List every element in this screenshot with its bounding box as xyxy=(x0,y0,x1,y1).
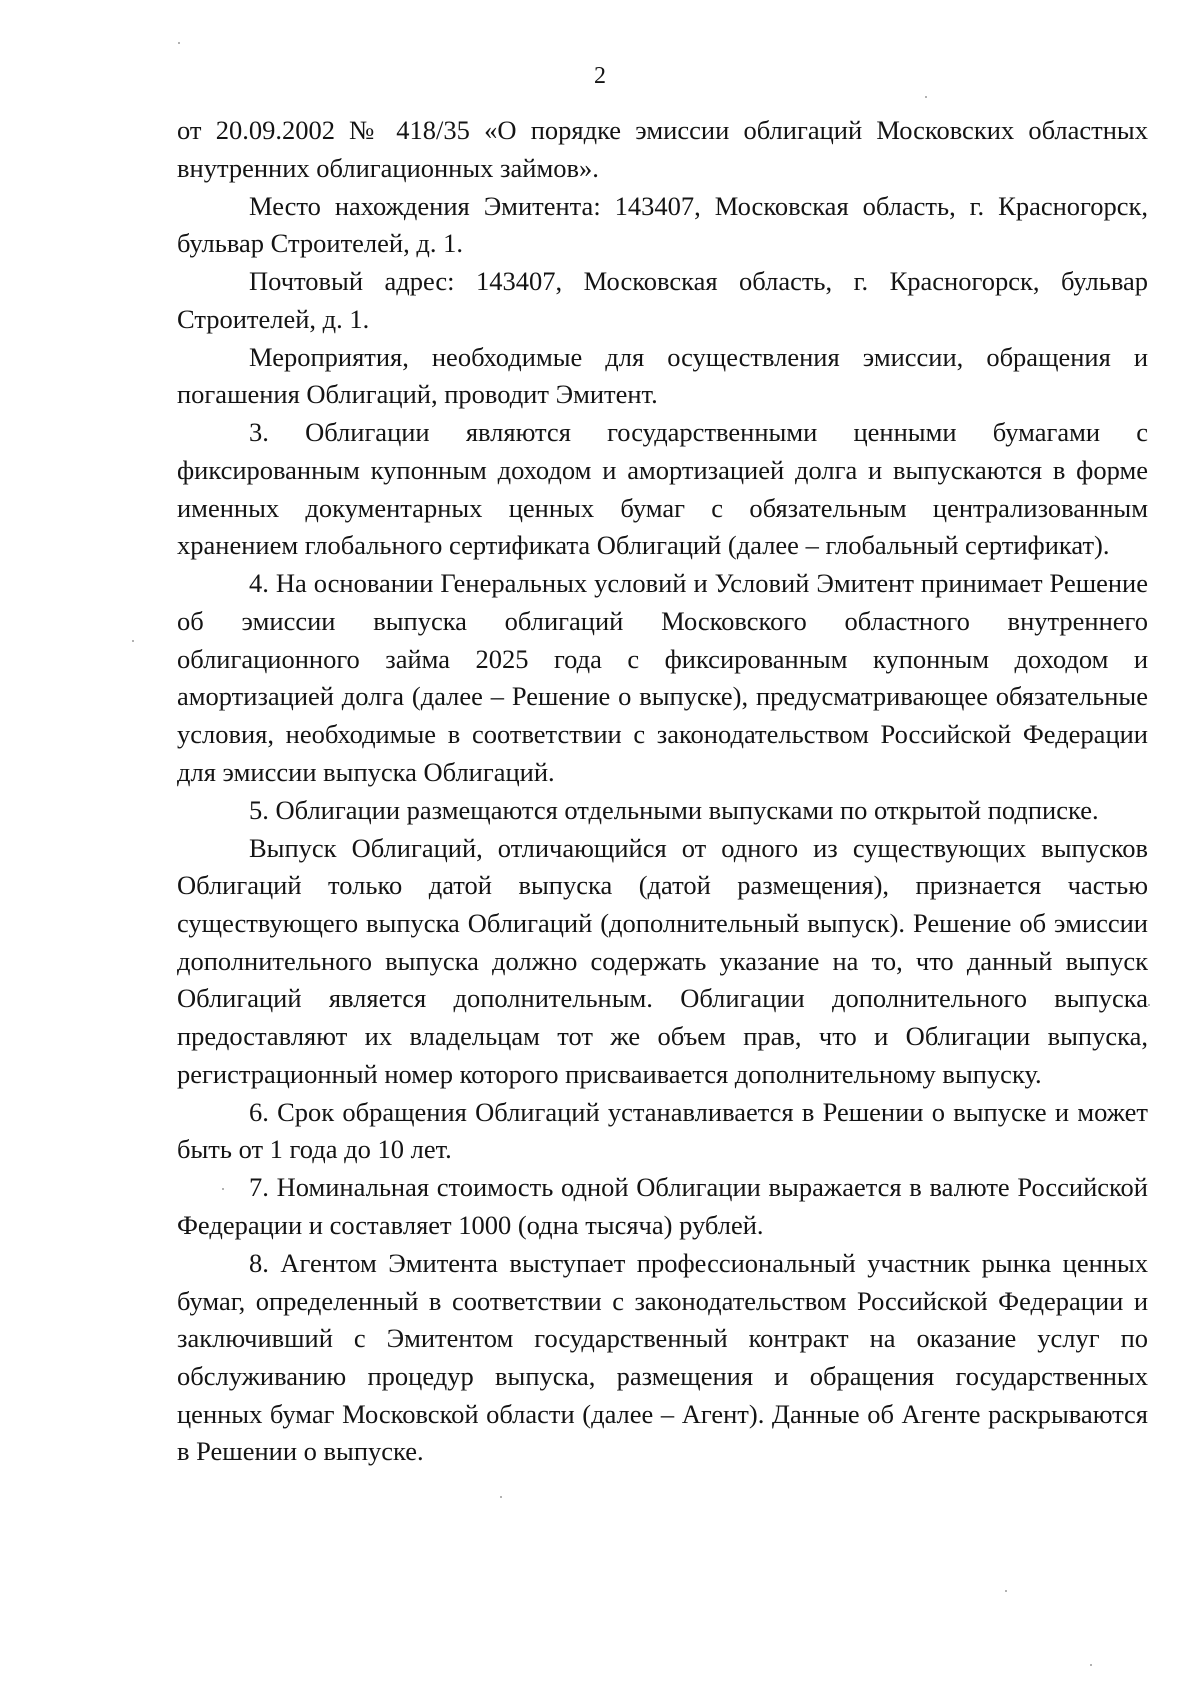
paragraph-item-5: 5. Облигации размещаются отдельными выпусками по открытой подписке. xyxy=(249,794,1099,825)
paragraph-continuation: от 20.09.2002 № 418/35 «О порядке эмиссии облигаций Московских областных внутренних облигационных займов». xyxy=(177,115,1148,183)
scan-speck xyxy=(500,1496,502,1498)
paragraph-item-7: 7. Номинальная стоимость одной Облигации выражается в валюте Российской Федерации и составляет 1000 (одна тысяча) рублей. xyxy=(177,1172,1148,1241)
paragraph-item-3: 3. Облигации являются государственными ценными бумагами с фиксированным купонным доходом и амортизацией долга и выпускаются в форме именных документарных ценных бумаг с обязательным централизованным хранением глобального сертификата Облигаций (далее – глобальный сертификат). xyxy=(177,417,1148,561)
paragraph-item-6: 6. Срок обращения Облигаций устанавливается в Решении о выпуске и может быть от 1 года до 10 лет. xyxy=(177,1096,1148,1165)
scan-speck xyxy=(178,42,180,44)
document-body xyxy=(177,112,1148,1471)
scan-speck xyxy=(925,96,927,98)
scan-speck xyxy=(1090,1664,1092,1666)
scan-speck xyxy=(1148,1004,1150,1006)
paragraph-additional-issue: Выпуск Облигаций, отличающийся от одного из существующих выпусков Облигаций только датой выпуска (датой размещения), признается частью существующего выпуска Облигаций (дополнительный выпуск). Решение об эмиссии дополнительного выпуска должно содержать указание на то, что данный выпуск Облигаций является дополнительным. Облигации дополнительного выпуска предоставляют их владельцам тот же объем прав, что и Облигации выпуска, регистрационный номер которого присваивается дополнительному выпуску. xyxy=(177,832,1148,1089)
paragraph-item-8: 8. Агентом Эмитента выступает профессиональный участник рынка ценных бумаг, определенный в соответствии с законодательством Российской Федерации и заключивший с Эмитентом государственный контракт на оказание услуг по обслуживанию процедур выпуска, размещения и обращения государственных ценных бумаг Московской области (далее – Агент). Данные об Агенте раскрываются в Решении о выпуске. xyxy=(177,1247,1148,1467)
paragraph-issuer-location: Место нахождения Эмитента: 143407, Московская область, г. Красногорск, бульвар Строителей, д. 1. xyxy=(177,190,1148,259)
scan-speck xyxy=(1005,1590,1007,1592)
paragraph-postal-address: Почтовый адрес: 143407, Московская область, г. Красногорск, бульвар Строителей, д. 1. xyxy=(177,266,1148,334)
scan-speck xyxy=(132,640,134,642)
paragraph-emission-measures: Мероприятия, необходимые для осуществления эмиссии, обращения и погашения Облигаций, проводит Эмитент. xyxy=(177,341,1148,410)
paragraph-item-4: 4. На основании Генеральных условий и Условий Эмитент принимает Решение об эмиссии выпуска облигаций Московского областного внутреннего облигационного займа 2025 года с фиксированным купонным доходом и амортизацией долга (далее – Решение о выпуске), предусматривающее обязательные условия, необходимые в соответствии с законодательством Российской Федерации для эмиссии выпуска Облигаций. xyxy=(177,568,1148,787)
page-number: 2 xyxy=(594,63,606,89)
scan-speck xyxy=(222,1188,224,1190)
